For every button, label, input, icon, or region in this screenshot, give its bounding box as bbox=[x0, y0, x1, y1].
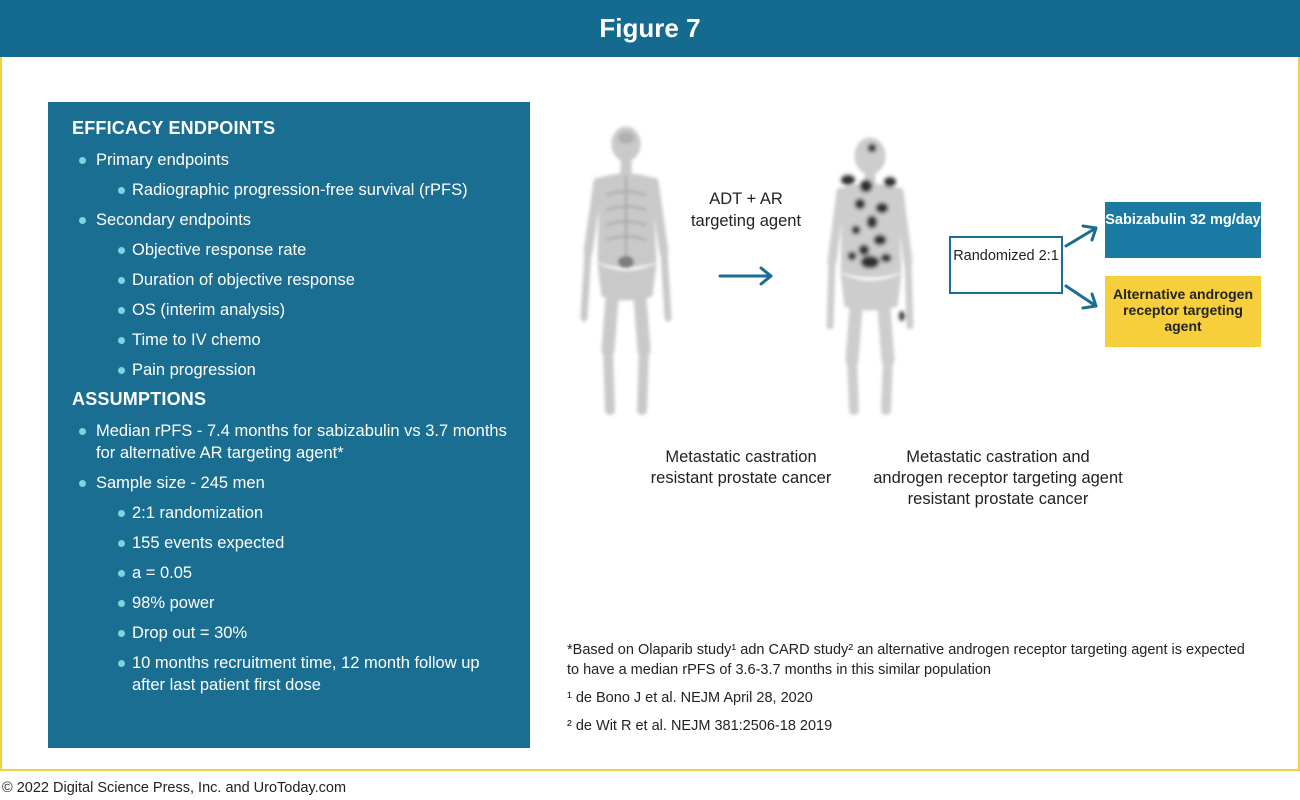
caption-mcrpc: Metastatic castration resistant prostate cancer bbox=[650, 448, 832, 487]
sample-size-subitem: Drop out = 30% bbox=[72, 622, 508, 644]
alternative-arm-box bbox=[1105, 276, 1261, 347]
sample-size-subitem: a = 0.05 bbox=[72, 562, 508, 584]
secondary-endpoint-subitem: Duration of objective response bbox=[72, 269, 508, 291]
primary-endpoints-item: Primary endpoints bbox=[72, 149, 508, 171]
secondary-endpoints-item: Secondary endpoints bbox=[72, 209, 508, 231]
sabizabulin-arm-label: Sabizabulin 32 mg/day bbox=[1105, 212, 1261, 228]
median-rpfs-item: Median rPFS - 7.4 months for sabizabulin vs 3.7 months for alternative AR targeting agent* bbox=[72, 420, 508, 464]
secondary-endpoint-subitem: Objective response rate bbox=[72, 239, 508, 261]
figure-title: Figure 7 bbox=[599, 13, 701, 43]
copyright-text: © 2022 Digital Science Press, Inc. and UroToday.com bbox=[2, 780, 347, 796]
alternative-arm-label: Alternative androgen receptor targeting agent bbox=[1112, 286, 1254, 334]
footnote-star: *Based on Olaparib study¹ adn CARD study² an alternative androgen receptor targeting agent is expected to have a median rPFS of 3.6-3.7 months in this similar population bbox=[567, 642, 1245, 678]
sample-size-subitem: 98% power bbox=[72, 592, 508, 614]
sabizabulin-arm-box bbox=[1105, 202, 1261, 258]
primary-endpoint-subitem: Radiographic progression-free survival (rPFS) bbox=[72, 179, 508, 201]
secondary-endpoint-subitem: Pain progression bbox=[72, 359, 508, 381]
footnote-ref2: ² de Wit R et al. NEJM 381:2506-18 2019 bbox=[567, 718, 833, 734]
footnotes bbox=[567, 640, 1247, 744]
treatment-label: ADT + AR targeting agent bbox=[690, 190, 802, 230]
randomized-box bbox=[949, 236, 1063, 294]
footnote-ref1: ¹ de Bono J et al. NEJM April 28, 2020 bbox=[567, 690, 813, 706]
randomized-label: Randomized 2:1 bbox=[953, 248, 1059, 264]
sample-size-subitem: 155 events expected bbox=[72, 532, 508, 554]
assumptions-list bbox=[72, 420, 508, 696]
endpoints-panel bbox=[48, 102, 530, 748]
efficacy-list bbox=[72, 149, 508, 381]
sample-size-item: Sample size - 245 men bbox=[72, 472, 508, 494]
figure-title-bar bbox=[0, 0, 1300, 57]
sample-size-subitem: 10 months recruitment time, 12 month follow up after last patient first dose bbox=[72, 652, 508, 696]
caption-ar-resistant: Metastatic castration and androgen receptor targeting agent resistant prostate cancer bbox=[873, 448, 1123, 508]
secondary-endpoint-subitem: Time to IV chemo bbox=[72, 329, 508, 351]
assumptions-heading: ASSUMPTIONS bbox=[72, 389, 207, 409]
sample-size-subitem: 2:1 randomization bbox=[72, 502, 508, 524]
secondary-endpoint-subitem: OS (interim analysis) bbox=[72, 299, 508, 321]
efficacy-endpoints-heading: EFFICACY ENDPOINTS bbox=[72, 118, 276, 138]
